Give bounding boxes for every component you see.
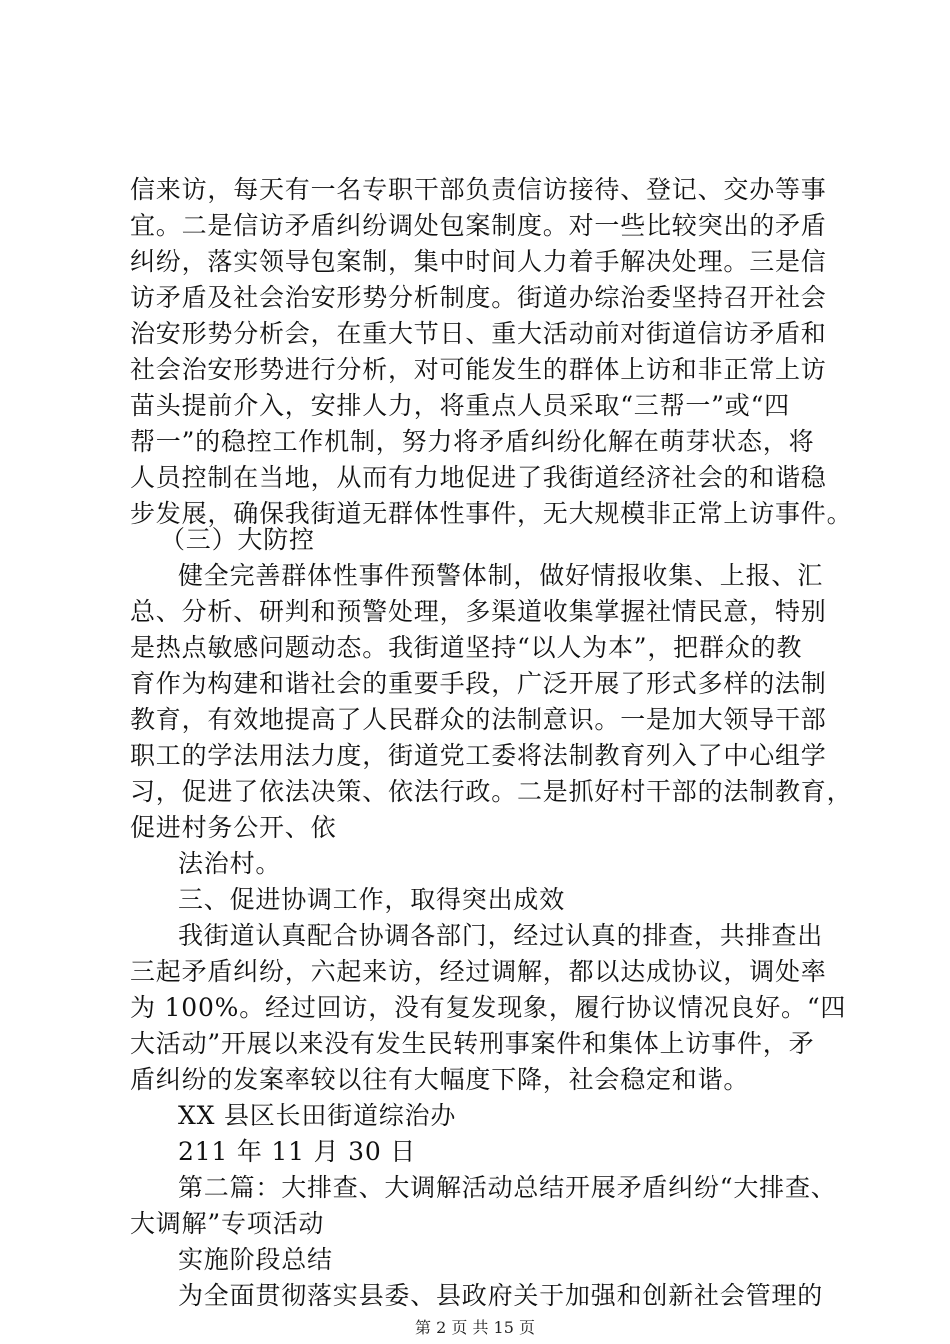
second-article-title: 第二篇：大排查、大调解活动总结开展矛盾纠纷“大排查、 [178,1173,837,1202]
paragraph-line: 社会治安形势进行分析，对可能发生的群体上访和非正常上访 [130,355,827,384]
paragraph-line: 为 100%。经过回访，没有复发现象，履行协议情况良好。“四 [130,993,847,1022]
paragraph-line: 纠纷，落实领导包案制，集中时间人力着手解决处理。三是信 [130,247,827,276]
paragraph-line: 人员控制在当地，从而有力地促进了我街道经济社会的和谐稳 [130,463,827,492]
paragraph-line: 是热点敏感问题动态。我街道坚持“以人为本”，把群众的教 [130,633,803,662]
paragraph-line: 宜。二是信访矛盾纠纷调处包案制度。对一些比较突出的矛盾 [130,211,827,240]
paragraph-line: 三起矛盾纠纷，六起来访，经过调解，都以达成协议，调处率 [130,957,827,986]
paragraph-line: 我街道认真配合协调各部门，经过认真的排查，共排查出 [178,921,824,950]
paragraph-line: 信来访，每天有一名专职干部负责信访接待、登记、交办等事 [130,175,827,204]
section-heading: （三）大防控 [160,525,315,554]
paragraph-line: 为全面贯彻落实县委、县政府关于加强和创新社会管理的 [178,1281,824,1310]
section-heading: 三、促进协调工作，取得突出成效 [178,885,566,914]
paragraph-line: 步发展，确保我街道无群体性事件，无大规模非正常上访事件。 [130,499,853,528]
paragraph-line: 盾纠纷的发案率较以往有大幅度下降，社会稳定和谐。 [130,1065,750,1094]
paragraph-line: 育作为构建和谐社会的重要手段，广泛开展了形式多样的法制 [130,669,827,698]
paragraph-line: 苗头提前介入，安排人力，将重点人员采取“三帮一”或“四 [130,391,790,420]
paragraph-line: 习，促进了依法决策、依法行政。二是抓好村干部的法制教育， [130,777,853,806]
page-footer: 第 2 页 共 15 页 [415,1318,535,1337]
paragraph-line: 促进村务公开、依 [130,813,337,842]
paragraph-line: 大活动”开展以来没有发生民转刑事案件和集体上访事件，矛 [130,1029,815,1058]
paragraph-line: 法治村。 [178,849,282,878]
second-article-title: 大调解”专项活动 [130,1209,325,1238]
second-article-subtitle: 实施阶段总结 [178,1245,333,1274]
paragraph-line: 健全完善群体性事件预警体制，做好情报收集、上报、汇 [178,561,824,590]
signature: XX 县区长田街道综治办 [178,1101,457,1130]
paragraph-line: 访矛盾及社会治安形势分析制度。街道办综治委坚持召开社会 [130,283,827,312]
paragraph-line: 教育，有效地提高了人民群众的法制意识。一是加大领导干部 [130,705,827,734]
paragraph-line: 治安形势分析会，在重大节日、重大活动前对街道信访矛盾和 [130,319,827,348]
paragraph-line: 职工的学法用法力度，街道党工委将法制教育列入了中心组学 [130,741,827,770]
paragraph-line: 帮一”的稳控工作机制，努力将矛盾纠纷化解在萌芽状态，将 [130,427,815,456]
paragraph-line: 总、分析、研判和预警处理，多渠道收集掌握社情民意，特别 [130,597,827,626]
date: 211 年 11 月 30 日 [178,1137,417,1166]
